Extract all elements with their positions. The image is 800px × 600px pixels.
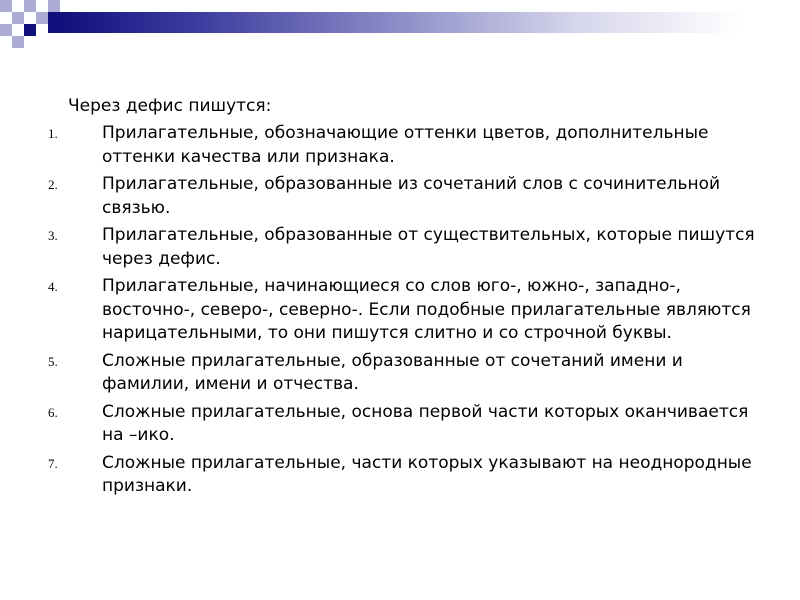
item-text: Сложные прилагательные, части которых указывают на неоднородные признаки. (102, 452, 752, 496)
item-number: 3. (48, 228, 58, 243)
list-item (40, 350, 770, 397)
item-number: 5. (48, 353, 58, 369)
item-number: 1. (48, 126, 58, 141)
decor-square (12, 36, 24, 48)
item-number: 2. (48, 177, 58, 192)
decor-square (48, 0, 60, 12)
decor-square (0, 0, 12, 12)
item-text: Прилагательные, начинающиеся со слов юго-, южно-, западно-, восточно-, северо-, северно-. Если подобные прилагательные являются нарицательными, то они пишутся слитно и со строчной буквы. (102, 276, 751, 343)
list-item (40, 122, 770, 169)
item-text: Сложные прилагательные, образованные от сочетаний имени и фамилии, имени и отчества. (102, 350, 683, 394)
item-text: Прилагательные, образованные из сочетаний слов с сочинительной связью. (102, 174, 721, 218)
list-item (40, 224, 770, 271)
decor-square (24, 24, 36, 36)
decor-square (24, 0, 36, 12)
header-gradient-band (60, 12, 800, 33)
list-item (40, 401, 770, 448)
decor-square (12, 12, 24, 24)
slide-body (40, 94, 770, 503)
list-item (40, 275, 770, 346)
item-number: 4. (48, 279, 58, 294)
item-number: 6. (48, 404, 58, 420)
item-number: 7. (48, 455, 58, 471)
decor-square (0, 24, 12, 36)
list-item (40, 452, 770, 499)
intro-text: Через дефис пишутся: (68, 96, 272, 116)
rules-list (40, 122, 770, 499)
item-text: Сложные прилагательные, основа первой части которых оканчивается на –ико. (102, 401, 749, 445)
decor-square (36, 12, 48, 24)
item-text: Прилагательные, образованные от существительных, которые пишутся через дефис. (102, 225, 755, 269)
list-item (40, 173, 770, 220)
decor-square (48, 12, 60, 33)
item-text: Прилагательные, обозначающие оттенки цветов, дополнительные оттенки качества или признака. (102, 123, 709, 167)
